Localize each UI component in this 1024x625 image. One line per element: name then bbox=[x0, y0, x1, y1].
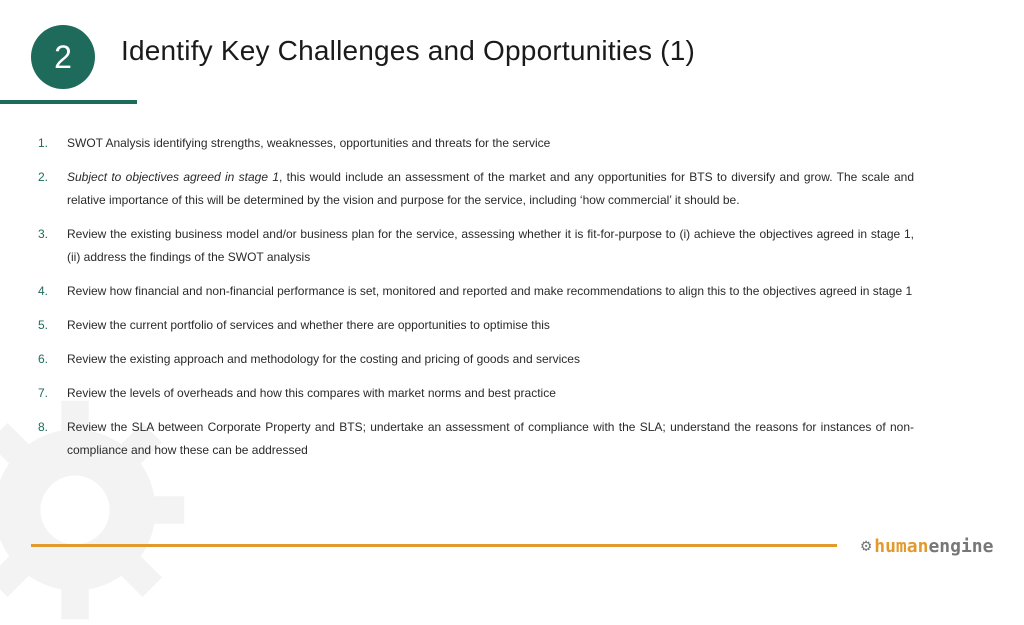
list-item-text: Review how financial and non-financial performance is set, monitored and reported and make recommendations to align this to the objectives agreed in stage 1 bbox=[67, 284, 913, 298]
list-item-number: 5. bbox=[38, 318, 49, 332]
company-logo bbox=[861, 533, 993, 559]
list-item bbox=[38, 132, 914, 155]
list-item-text: SWOT Analysis identifying strengths, weaknesses, opportunities and threats for the service bbox=[67, 136, 551, 150]
list-item-text: Review the existing business model and/or business plan for the service, assessing whether it is fit-for-purpose to (i) achieve the objectives agreed in stage 1, (ii) address the findings of the SWOT analysis bbox=[67, 227, 914, 264]
list-item-number: 3. bbox=[38, 227, 49, 241]
list-item-number: 6. bbox=[38, 352, 49, 366]
gear-icon: ⚙ bbox=[861, 536, 872, 556]
logo-text-engine: engine bbox=[928, 535, 994, 557]
slide-number-badge: 2 bbox=[31, 25, 95, 89]
list-item-emphasis: Subject to objectives agreed in stage 1 bbox=[67, 170, 279, 184]
list-item bbox=[38, 314, 914, 337]
list-item-number: 4. bbox=[38, 284, 49, 298]
list-item-text bbox=[67, 166, 914, 212]
list-item bbox=[38, 280, 914, 303]
list-item-text: Review the levels of overheads and how this compares with market norms and best practice bbox=[67, 386, 556, 400]
list-item bbox=[38, 416, 914, 462]
title-underline bbox=[0, 100, 137, 104]
slide-title: Identify Key Challenges and Opportunities (1) bbox=[121, 35, 695, 66]
footer-divider bbox=[31, 544, 837, 547]
list-item-number: 7. bbox=[38, 386, 49, 400]
list-item-text: Review the existing approach and methodology for the costing and pricing of goods and services bbox=[67, 352, 580, 366]
challenge-list bbox=[38, 132, 914, 473]
list-item-number: 8. bbox=[38, 420, 49, 434]
list-item bbox=[38, 166, 914, 212]
list-item-text: Review the SLA between Corporate Property and BTS; undertake an assessment of compliance with the SLA; understand the reasons for instances of non-compliance and how these can be addressed bbox=[67, 420, 914, 457]
list-item-number: 1. bbox=[38, 136, 49, 150]
list-item-number: 2. bbox=[38, 170, 49, 184]
list-item-text-rest: , this would include an assessment of the market and any opportunities for BTS to diversify and grow. The scale and relative importance of this will be determined by the vision and purpose for the service, including ‘how commercial’ it should be. bbox=[67, 170, 914, 207]
list-item bbox=[38, 223, 914, 269]
logo-text-human: human bbox=[874, 535, 929, 557]
list-item bbox=[38, 382, 914, 405]
list-item bbox=[38, 348, 914, 371]
list-item-text: Review the current portfolio of services and whether there are opportunities to optimise this bbox=[67, 318, 550, 332]
